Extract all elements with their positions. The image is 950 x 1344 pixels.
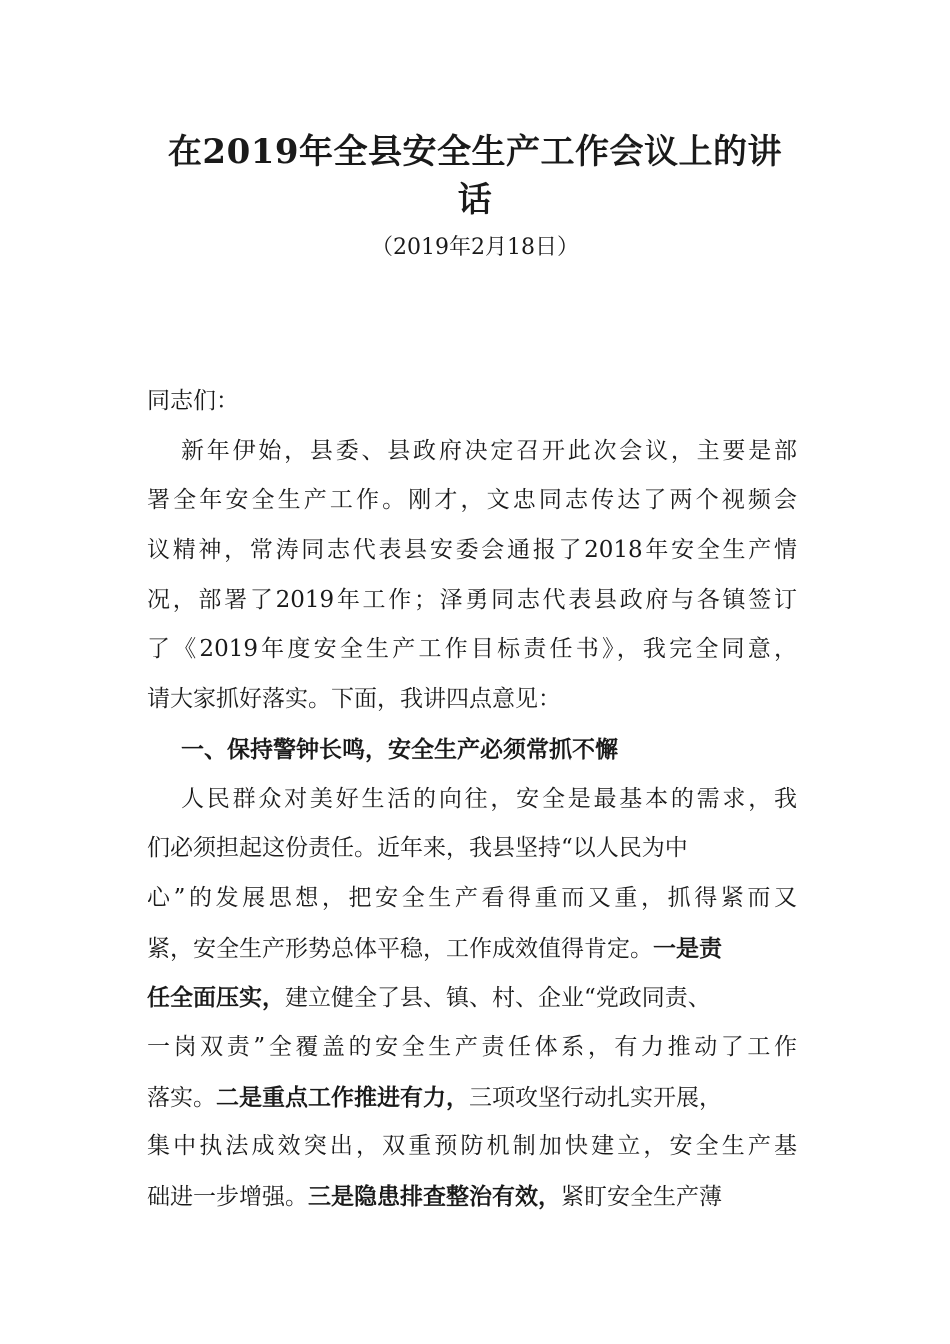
paragraph-line: 人民群众对美好生活的向往，安全是最基本的需求，我 — [181, 785, 797, 812]
paragraph-line: 落实。二是重点工作推进有力，三项攻坚行动扎实开展， — [147, 1083, 722, 1111]
emphasis-text: 三是隐患排查整治有效， — [308, 1183, 561, 1210]
title-line-2: 话 — [457, 180, 493, 220]
paragraph-line: 况，部署了2019年工作；泽勇同志代表县政府与各镇签订 — [147, 586, 797, 613]
emphasis-text: 二是重点工作推进有力， — [216, 1083, 469, 1111]
title-line-1: 在2019年全县安全生产工作会议上的讲 — [167, 132, 783, 172]
paragraph-line: 议精神，常涛同志代表县安委会通报了2018年安全生产情 — [147, 537, 797, 564]
paragraph-line: 任全面压实，建立健全了县、镇、村、企业“党政同责、 — [147, 984, 711, 1012]
emphasis-text: 任全面压实， — [147, 984, 285, 1012]
paragraph-line: 请大家抓好落实。下面，我讲四点意见： — [147, 686, 561, 713]
salutation: 同志们： — [147, 388, 239, 414]
paragraph-line: 一岗双责”全覆盖的安全生产责任体系，有力推动了工作 — [147, 1033, 797, 1060]
paragraph-line: 心”的发展思想，把安全生产看得重而又重，抓得紧而又 — [147, 884, 797, 911]
paragraph-line: 新年伊始，县委、县政府决定召开此次会议，主要是部 — [181, 437, 797, 464]
paragraph-line: 们必须担起这份责任。近年来，我县坚持“以人民为中 — [147, 835, 688, 862]
paragraph-line: 署全年安全生产工作。刚才，文忠同志传达了两个视频会 — [147, 487, 797, 514]
speech-body — [147, 377, 797, 1222]
paragraph-line: 集中执法成效突出，双重预防机制加快建立，安全生产基 — [147, 1133, 797, 1160]
paragraph-line: 了《2019年度安全生产工作目标责任书》，我完全同意， — [147, 636, 797, 663]
emphasis-text: 一是责 — [653, 934, 722, 962]
speech-date: （2019年2月18日） — [371, 235, 579, 260]
paragraph-line: 紧，安全生产形势总体平稳，工作成效值得肯定。一是责 — [147, 934, 722, 962]
section-heading-1: 一、保持警钟长鸣，安全生产必须常抓不懈 — [181, 735, 618, 763]
paragraph-line: 础进一步增强。三是隐患排查整治有效，紧盯安全生产薄 — [147, 1183, 722, 1210]
document-title — [150, 128, 800, 224]
